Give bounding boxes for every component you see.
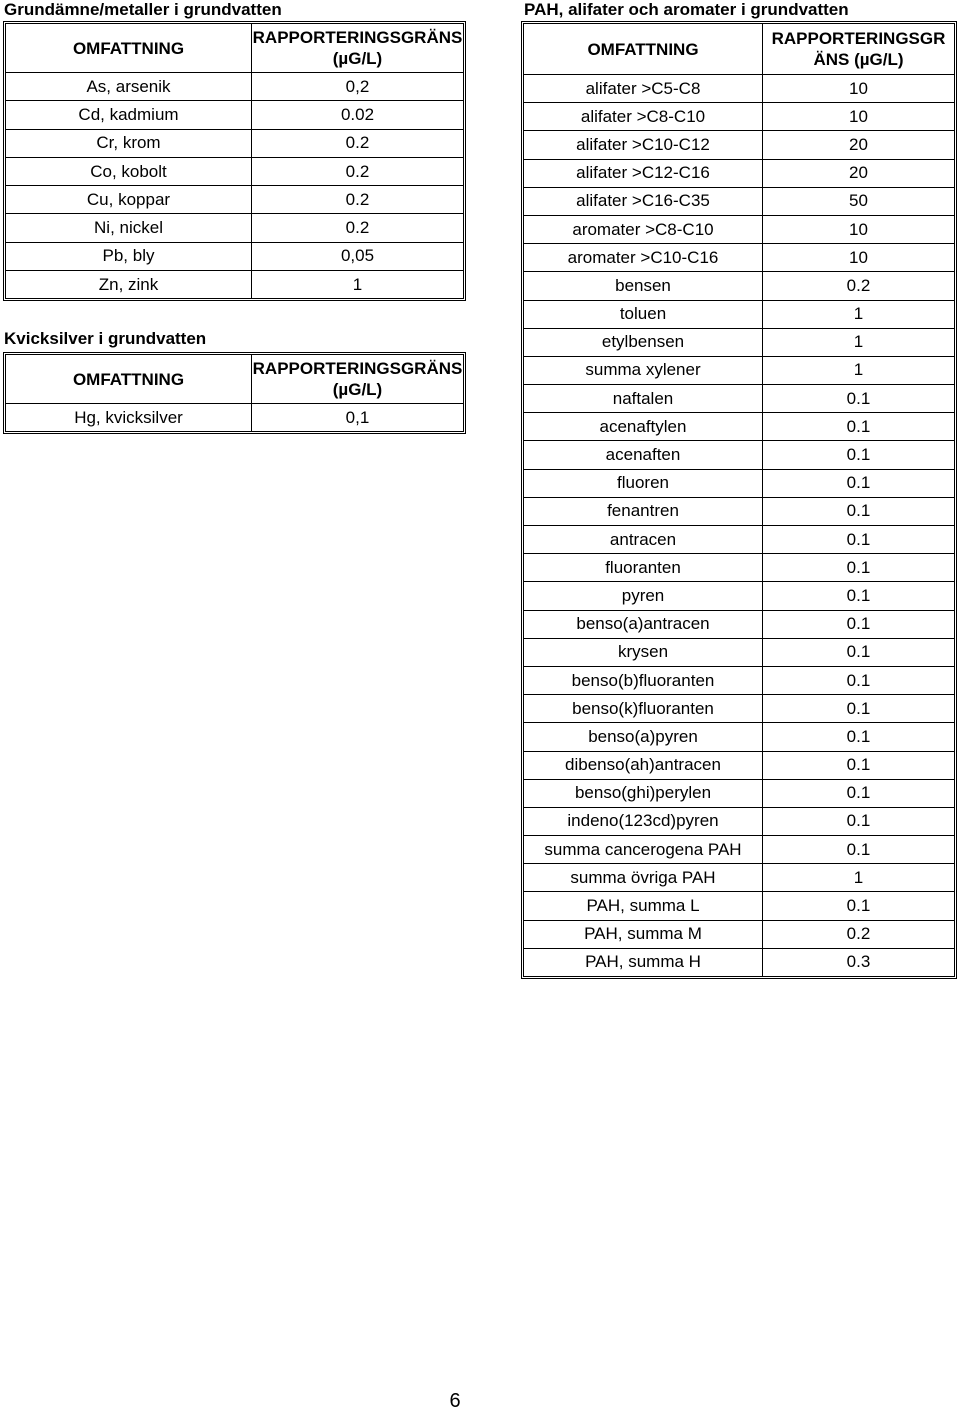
metals-row-value: 1 [352,274,363,294]
mercury-header-scope: OMFATTNING [6,355,252,404]
pah-row-name: benso(b)fluoranten [524,667,763,695]
page-number: 6 [449,1390,461,1412]
pah-row [524,131,954,159]
mercury-body [6,404,463,431]
pah-row [524,244,954,272]
pah-row [524,611,954,639]
metals-header-limit-line1: RAPPORTERINGSGRÄNS [252,28,463,47]
metals-row [6,158,463,186]
metals-row-value: 0.2 [252,186,463,214]
pah-row [524,667,954,695]
pah-row [524,723,954,751]
pah-row [524,441,954,469]
metals-row-value: 0.2 [252,158,463,186]
pah-row-name: summa övriga PAH [524,864,763,892]
pah-row-value: 0.1 [763,611,954,639]
metals-row [6,214,463,242]
pah-row-value: 0.1 [763,554,954,582]
mercury-section-title: Kvicksilver i grundvatten [4,329,207,348]
pah-row-name: PAH, summa M [524,921,763,949]
pah-row-name: dibenso(ah)antracen [524,752,763,780]
mercury-header-limit [252,355,463,404]
pah-header-scope: OMFATTNING [524,24,763,75]
mercury-row [6,404,463,431]
pah-row-value: 0.1 [763,808,954,836]
pah-row [524,526,954,554]
metals-row [6,101,463,129]
pah-row-name: bensen [524,272,763,300]
metals-row-name: Cr, krom [6,130,252,158]
metals-row-value: 0.2 [252,130,463,158]
metals-table [3,21,466,301]
pah-row-value: 0.2 [763,921,954,949]
pah-row [524,949,954,976]
pah-row [524,357,954,385]
pah-row-name: benso(ghi)perylen [524,780,763,808]
pah-row-name: acenaftylen [524,413,763,441]
metals-header-row [6,24,463,73]
metals-body [6,73,463,298]
pah-row-value: 0.1 [763,582,954,610]
metals-row-name: Zn, zink [6,271,252,298]
pah-row [524,160,954,188]
mercury-table [3,352,466,434]
mercury-header-limit-line1: RAPPORTERINGSGRÄNS [252,359,463,378]
pah-row-name: alifater >C16-C35 [524,188,763,216]
pah-header-limit-line1: RAPPORTERINGSGR [771,29,946,48]
metals-row-name: As, arsenik [6,73,252,101]
pah-row [524,188,954,216]
pah-row [524,498,954,526]
pah-row [524,216,954,244]
pah-row [524,329,954,357]
metals-row-name: Pb, bly [6,243,252,271]
metals-section-title: Grundämne/metaller i grundvatten [4,0,282,19]
metals-row-value: 0.2 [252,214,463,242]
pah-row-value: 0.3 [846,952,871,972]
pah-row-value: 0.1 [763,385,954,413]
mercury-row-name: Hg, kvicksilver [6,404,252,431]
pah-row-name: acenaften [524,441,763,469]
pah-row-value: 0.1 [763,667,954,695]
metals-row [6,271,463,298]
pah-row-value: 20 [763,160,954,188]
pah-row-name: alifater >C5-C8 [524,75,763,103]
pah-row-name: benso(a)antracen [524,611,763,639]
pah-row-value: 0.1 [763,752,954,780]
pah-row [524,413,954,441]
metals-row-value: 0,2 [252,73,463,101]
pah-row-name: PAH, summa H [524,949,763,976]
pah-row-name: fenantren [524,498,763,526]
metals-row-name: Cu, koppar [6,186,252,214]
pah-row [524,582,954,610]
pah-row [524,752,954,780]
pah-row-name: PAH, summa L [524,892,763,920]
pah-row-value: 1 [763,864,954,892]
pah-row-value: 1 [763,301,954,329]
metals-row [6,186,463,214]
pah-row-name: antracen [524,526,763,554]
pah-row-value: 0.1 [763,780,954,808]
pah-row [524,103,954,131]
pah-row-name: naftalen [524,385,763,413]
pah-row [524,301,954,329]
metals-row-name: Cd, kadmium [6,101,252,129]
pah-header-limit-line2: ÄNS (µG/L) [813,50,904,69]
metals-header-scope: OMFATTNING [6,24,252,73]
pah-row [524,272,954,300]
metals-header-limit [252,24,463,73]
pah-row-value: 0.1 [763,892,954,920]
pah-row-value: 1 [763,329,954,357]
mercury-header-row [6,355,463,404]
mercury-row-value: 0,1 [345,407,370,427]
metals-row [6,243,463,271]
metals-row [6,130,463,158]
metals-row [6,73,463,101]
pah-row-name: pyren [524,582,763,610]
pah-row-name: benso(k)fluoranten [524,695,763,723]
pah-row-value: 0.2 [763,272,954,300]
pah-row [524,921,954,949]
pah-row-value: 10 [763,244,954,272]
pah-row-value: 0.1 [763,498,954,526]
metals-header-limit-unit: (µG/L) [332,49,383,68]
pah-row-name: alifater >C12-C16 [524,160,763,188]
pah-row-value: 0.1 [763,695,954,723]
pah-row [524,836,954,864]
pah-row [524,554,954,582]
pah-row-name: fluoranten [524,554,763,582]
pah-row-name: alifater >C10-C12 [524,131,763,159]
pah-row-value: 0.1 [763,413,954,441]
pah-row [524,695,954,723]
metals-row-name: Ni, nickel [6,214,252,242]
pah-row-name: toluen [524,301,763,329]
pah-row [524,864,954,892]
pah-row-value: 1 [763,357,954,385]
pah-row-value: 0.1 [763,441,954,469]
pah-row [524,892,954,920]
pah-header-limit [763,24,954,75]
pah-row-value: 10 [763,103,954,131]
pah-row-name: krysen [524,639,763,667]
pah-row-name: fluoren [524,470,763,498]
pah-row-name: summa cancerogena PAH [524,836,763,864]
pah-table [521,21,957,979]
pah-header-row [524,24,954,75]
metals-row-value: 0,05 [252,243,463,271]
pah-row-value: 20 [763,131,954,159]
pah-row-value: 0.1 [763,836,954,864]
pah-row-name: indeno(123cd)pyren [524,808,763,836]
pah-row-name: aromater >C10-C16 [524,244,763,272]
pah-row-name: etylbensen [524,329,763,357]
pah-row-value: 0.1 [763,639,954,667]
metals-row-value: 0.02 [252,101,463,129]
pah-row-name: alifater >C8-C10 [524,103,763,131]
pah-row [524,639,954,667]
pah-row-name: summa xylener [524,357,763,385]
pah-row [524,780,954,808]
pah-body [524,75,954,976]
pah-row [524,75,954,103]
pah-row-value: 50 [763,188,954,216]
mercury-header-limit-unit: (µG/L) [332,380,383,399]
pah-row-name: aromater >C8-C10 [524,216,763,244]
pah-row-value: 0.1 [763,526,954,554]
pah-row [524,385,954,413]
pah-row [524,808,954,836]
pah-row-value: 10 [763,216,954,244]
pah-row-value: 10 [763,75,954,103]
metals-row-name: Co, kobolt [6,158,252,186]
pah-row-name: benso(a)pyren [524,723,763,751]
pah-row-value: 0.1 [763,470,954,498]
pah-section-title: PAH, alifater och aromater i grundvatten [524,0,849,19]
pah-row [524,470,954,498]
pah-row-value: 0.1 [763,723,954,751]
